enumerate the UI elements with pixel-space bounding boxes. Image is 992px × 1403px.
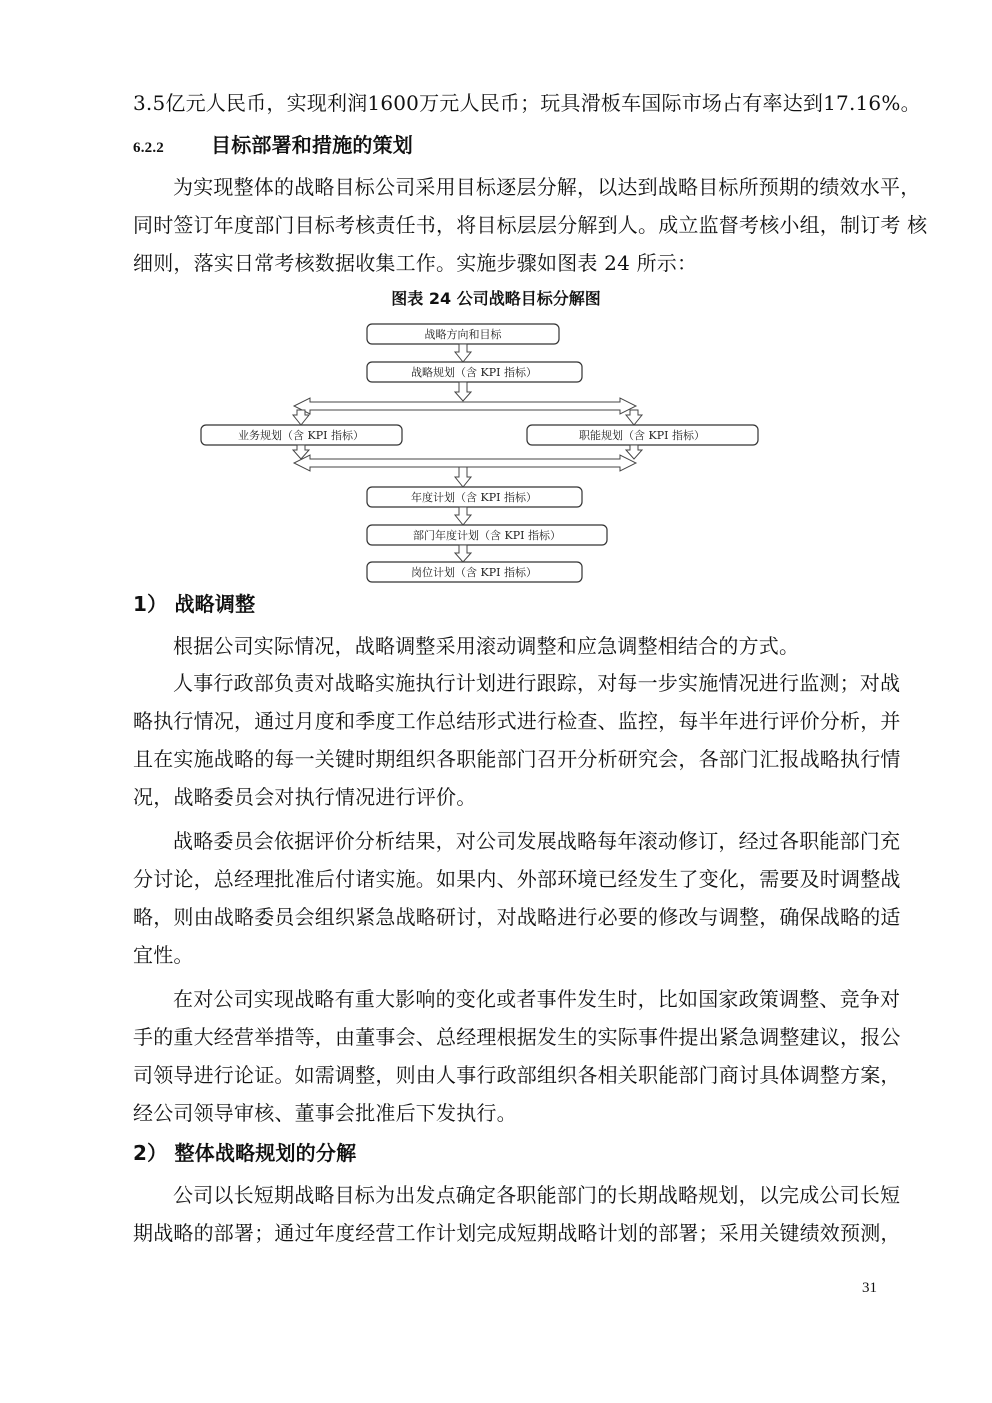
paragraph-line: 略，则由战略委员会组织紧急战略研讨，对战略进行必要的修改与调整，确保战略的适 xyxy=(133,905,901,929)
arrow-down xyxy=(455,382,471,401)
merge-bar xyxy=(293,445,642,471)
arrow-down xyxy=(455,545,471,562)
split-bar xyxy=(293,398,642,425)
paragraph-line: 略执行情况，通过月度和季度工作总结形式进行检查、监控，每半年进行评价分析，并 xyxy=(133,709,901,733)
box-post-plan xyxy=(367,562,582,582)
page-number: 31 xyxy=(862,1280,877,1296)
arrow-down xyxy=(626,445,642,459)
subsection-title-2: 2） 整体战略规划的分解 xyxy=(133,1141,357,1165)
box-business-plan xyxy=(201,425,402,445)
paragraph-line: 细则，落实日常考核数据收集工作。实施步骤如图表 24 所示： xyxy=(133,251,698,275)
figure-caption: 图表 24 公司战略目标分解图 xyxy=(391,289,601,308)
paragraph-line: 手的重大经营举措等，由董事会、总经理根据发生的实际事件提出紧急调整建议，报公 xyxy=(133,1025,901,1049)
box-label: 部门年度计划（含 KPI 指标） xyxy=(413,529,561,542)
section-number: 6.2.2 xyxy=(133,140,164,156)
box-label: 战略规划（含 KPI 指标） xyxy=(411,366,537,379)
box-annual-plan xyxy=(367,487,582,507)
box-function-plan xyxy=(527,425,758,445)
paragraph-line: 在对公司实现战略有重大影响的变化或者事件发生时，比如国家政策调整、竞争对 xyxy=(173,987,901,1011)
paragraph-line: 为实现整体的战略目标公司采用目标逐层分解，以达到战略目标所预期的绩效水平， xyxy=(173,175,921,199)
box-label: 年度计划（含 KPI 指标） xyxy=(411,491,537,504)
paragraph-line: 况，战略委员会对执行情况进行评价。 xyxy=(133,785,477,809)
strategy-decomposition-diagram xyxy=(0,0,992,600)
paragraph-line: 宜性。 xyxy=(133,943,194,967)
subsection-title-1: 1） 战略调整 xyxy=(133,592,256,616)
box-label: 职能规划（含 KPI 指标） xyxy=(579,429,705,442)
arrow-down xyxy=(455,507,471,525)
paragraph-line: 期战略的部署；通过年度经营工作计划完成短期战略计划的部署；采用关键绩效预测， xyxy=(133,1221,901,1245)
paragraph-line: 人事行政部负责对战略实施执行计划进行跟踪，对每一步实施情况进行监测；对战 xyxy=(173,671,901,695)
paragraph-line: 公司以长短期战略目标为出发点确定各职能部门的长期战略规划，以完成公司长短 xyxy=(173,1183,901,1207)
arrow-down xyxy=(626,410,642,425)
box-strategy-direction xyxy=(367,324,559,344)
intro-line: 3.5亿元人民币，实现利润1600万元人民币；玩具滑板车国际市场占有率达到17.16%。 xyxy=(133,91,921,115)
paragraph-line: 同时签订年度部门目标考核责任书，将目标层层分解到人。成立监督考核小组，制订考 核 xyxy=(133,213,928,237)
box-label: 岗位计划（含 KPI 指标） xyxy=(411,566,537,579)
paragraph-line: 分讨论，总经理批准后付诸实施。如果内、外部环境已经发生了变化，需要及时调整战 xyxy=(133,867,901,891)
box-label: 业务规划（含 KPI 指标） xyxy=(238,429,364,442)
paragraph-line: 经公司领导审核、董事会批准后下发执行。 xyxy=(133,1101,517,1125)
box-strategy-plan xyxy=(367,362,582,382)
section-title: 目标部署和措施的策划 xyxy=(211,133,413,157)
split-arrow xyxy=(294,398,636,414)
paragraph-line: 根据公司实际情况，战略调整采用滚动调整和应急调整相结合的方式。 xyxy=(173,634,800,658)
paragraph-line: 战略委员会依据评价分析结果，对公司发展战略每年滚动修订，经过各职能部门充 xyxy=(173,829,901,853)
box-label: 战略方向和目标 xyxy=(424,328,502,341)
arrow-down xyxy=(455,344,471,362)
box-dept-plan xyxy=(367,525,607,545)
arrow-down xyxy=(455,467,471,487)
paragraph-line: 且在实施战略的每一关键时期组织各职能部门召开分析研究会，各部门汇报战略执行情 xyxy=(133,747,901,771)
paragraph-line: 司领导进行论证。如需调整，则由人事行政部组织各相关职能部门商讨具体调整方案， xyxy=(133,1063,901,1087)
